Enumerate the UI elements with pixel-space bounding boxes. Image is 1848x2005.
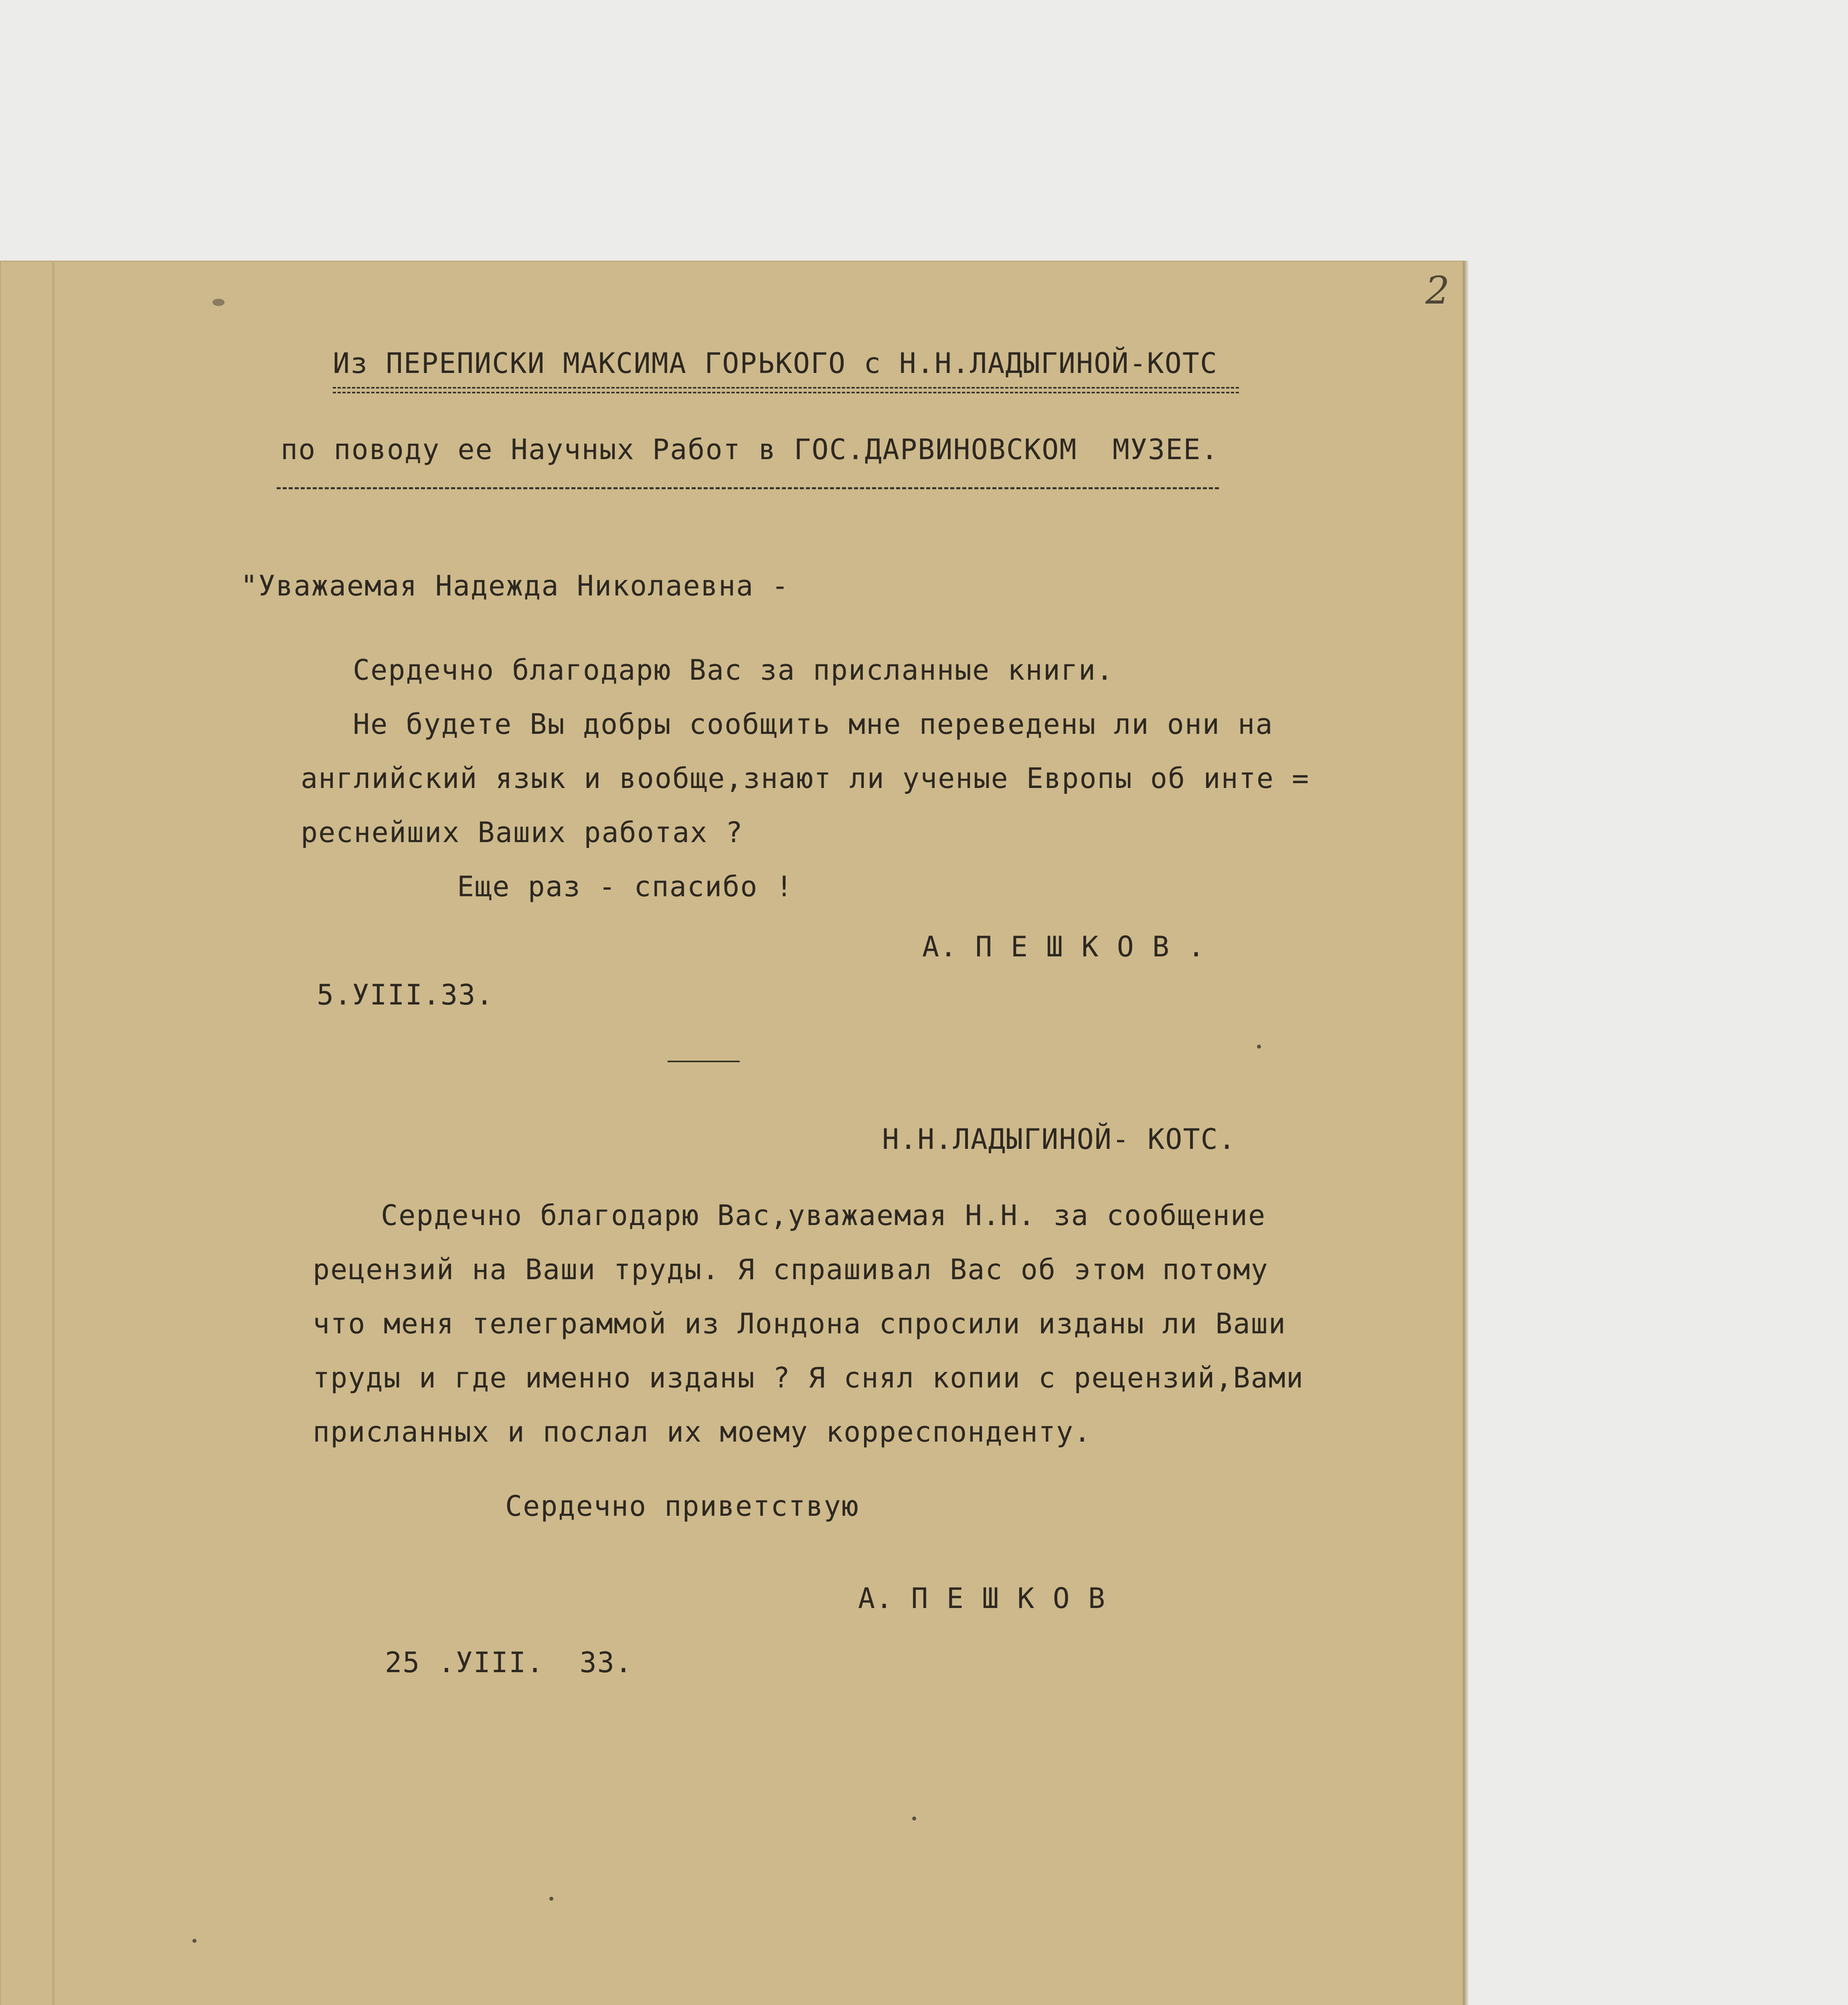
paper-speck <box>912 1817 916 1821</box>
paper-speck <box>549 1897 553 1901</box>
letter1-line-4: реснейших Ваших работах ? <box>301 816 743 849</box>
letter2-line-3: что меня телеграммой из Лондона спросили изданы ли Ваши <box>313 1307 1286 1340</box>
letter2-date: 25 .УIII. 33. <box>385 1646 633 1679</box>
page-number: 2 <box>1425 269 1450 313</box>
title-double-underline <box>333 387 1239 393</box>
paper-speck <box>213 299 225 306</box>
title-line-1: Из ПЕРЕПИСКИ МАКСИМА ГОРЬКОГО с Н.Н.ЛАДЫГИНОЙ-КОТС <box>333 347 1218 380</box>
page-fold <box>52 261 55 2005</box>
section-divider <box>668 1061 740 1062</box>
sheet-edge <box>1463 261 1469 2005</box>
letter1-signature: А. П Е Ш К О В . <box>922 930 1206 963</box>
letter1-line-5: Еще раз - спасибо ! <box>457 870 793 903</box>
letter1-line-3: английский язык и вообще,знают ли ученые Европы об инте = <box>301 762 1310 795</box>
letter1-line-1: Сердечно благодарю Вас за присланные книги. <box>353 654 1114 687</box>
paper-speck <box>1257 1045 1261 1049</box>
paper-speck <box>192 1939 196 1943</box>
paper-sheet <box>0 261 1463 2005</box>
letter1-salutation: "Уважаемая Надежда Николаевна - <box>241 569 789 602</box>
letter2-line-1: Сердечно благодарю Вас,уважаемая Н.Н. за сообщение <box>381 1199 1266 1232</box>
letter2-line-4: труды и где именно изданы ? Я снял копии с рецензий,Вами <box>313 1361 1304 1394</box>
title-underline <box>277 487 1219 489</box>
letter2-line-5: присланных и послал их моему корреспонденту. <box>313 1416 1092 1448</box>
letter2-line-2: рецензий на Ваши труды. Я спрашивал Вас об этом потому <box>313 1253 1269 1286</box>
letter1-line-2: Не будете Вы добры сообщить мне переведены ли они на <box>353 708 1273 741</box>
letter2-closing: Сердечно приветствую <box>505 1490 859 1523</box>
letter2-signature: А. П Е Ш К О В <box>858 1582 1106 1615</box>
letter2-addressee: Н.Н.ЛАДЫГИНОЙ- КОТС. <box>882 1123 1236 1156</box>
letter1-date: 5.УIII.33. <box>317 978 494 1011</box>
title-line-2: по поводу ее Научных Работ в ГОС.ДАРВИНОВСКОМ МУЗЕЕ. <box>281 433 1219 466</box>
